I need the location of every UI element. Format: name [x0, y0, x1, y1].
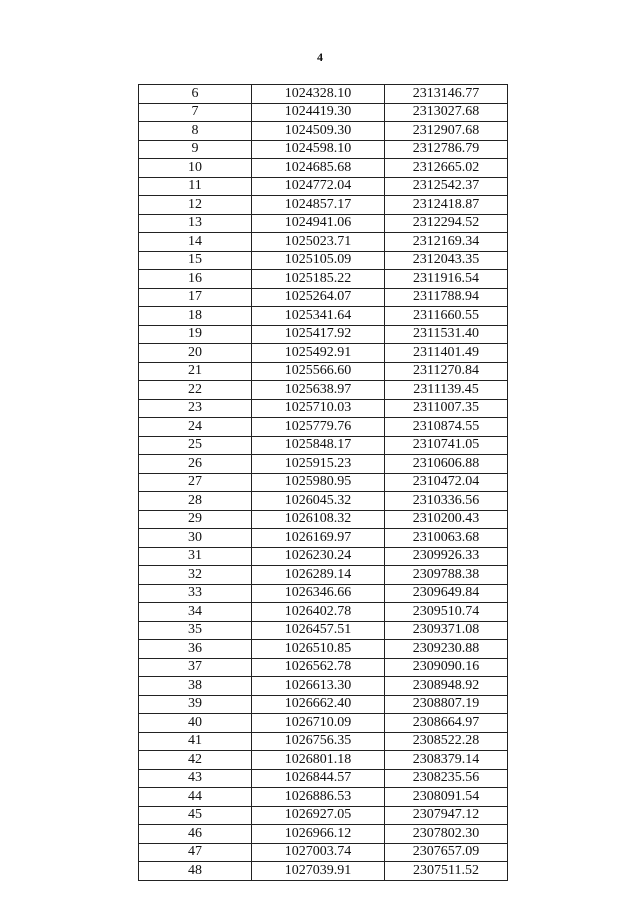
y-coordinate-cell: 2311660.55 — [385, 307, 508, 326]
y-coordinate-cell: 2307511.52 — [385, 862, 508, 881]
table-row — [139, 603, 508, 622]
y-coordinate-cell: 2310200.43 — [385, 510, 508, 529]
point-number-cell: 48 — [139, 862, 252, 881]
x-coordinate-cell: 1025915.23 — [252, 455, 385, 474]
point-number-cell: 40 — [139, 714, 252, 733]
point-number-cell: 20 — [139, 344, 252, 363]
x-coordinate-cell: 1025264.07 — [252, 288, 385, 307]
x-coordinate-cell: 1026613.30 — [252, 677, 385, 696]
table-row — [139, 196, 508, 215]
y-coordinate-cell: 2312786.79 — [385, 140, 508, 159]
x-coordinate-cell: 1025566.60 — [252, 362, 385, 381]
y-coordinate-cell: 2311531.40 — [385, 325, 508, 344]
table-row — [139, 177, 508, 196]
table-row — [139, 233, 508, 252]
x-coordinate-cell: 1026457.51 — [252, 621, 385, 640]
x-coordinate-cell: 1024941.06 — [252, 214, 385, 233]
x-coordinate-cell: 1024419.30 — [252, 103, 385, 122]
y-coordinate-cell: 2309090.16 — [385, 658, 508, 677]
point-number-cell: 26 — [139, 455, 252, 474]
table-row — [139, 769, 508, 788]
table-row — [139, 825, 508, 844]
table-row — [139, 510, 508, 529]
y-coordinate-cell: 2310606.88 — [385, 455, 508, 474]
table-row — [139, 751, 508, 770]
table-row — [139, 159, 508, 178]
table-row — [139, 529, 508, 548]
point-number-cell: 45 — [139, 806, 252, 825]
point-number-cell: 13 — [139, 214, 252, 233]
table-row — [139, 214, 508, 233]
y-coordinate-cell: 2308807.19 — [385, 695, 508, 714]
x-coordinate-cell: 1026562.78 — [252, 658, 385, 677]
y-coordinate-cell: 2309649.84 — [385, 584, 508, 603]
table-row — [139, 140, 508, 159]
x-coordinate-cell: 1025492.91 — [252, 344, 385, 363]
point-number-cell: 46 — [139, 825, 252, 844]
table-row — [139, 344, 508, 363]
y-coordinate-cell: 2309788.38 — [385, 566, 508, 585]
point-number-cell: 14 — [139, 233, 252, 252]
table-row — [139, 658, 508, 677]
x-coordinate-cell: 1026966.12 — [252, 825, 385, 844]
table-row — [139, 714, 508, 733]
table-row — [139, 492, 508, 511]
point-number-cell: 30 — [139, 529, 252, 548]
x-coordinate-cell: 1025341.64 — [252, 307, 385, 326]
x-coordinate-cell: 1025848.17 — [252, 436, 385, 455]
x-coordinate-cell: 1024328.10 — [252, 85, 385, 104]
x-coordinate-cell: 1027039.91 — [252, 862, 385, 881]
y-coordinate-cell: 2312294.52 — [385, 214, 508, 233]
table-row — [139, 695, 508, 714]
point-number-cell: 7 — [139, 103, 252, 122]
x-coordinate-cell: 1026230.24 — [252, 547, 385, 566]
y-coordinate-cell: 2307657.09 — [385, 843, 508, 862]
y-coordinate-cell: 2313027.68 — [385, 103, 508, 122]
point-number-cell: 35 — [139, 621, 252, 640]
y-coordinate-cell: 2311270.84 — [385, 362, 508, 381]
point-number-cell: 18 — [139, 307, 252, 326]
y-coordinate-cell: 2312907.68 — [385, 122, 508, 141]
y-coordinate-cell: 2308379.14 — [385, 751, 508, 770]
y-coordinate-cell: 2311401.49 — [385, 344, 508, 363]
y-coordinate-cell: 2308948.92 — [385, 677, 508, 696]
point-number-cell: 28 — [139, 492, 252, 511]
point-number-cell: 41 — [139, 732, 252, 751]
table-row — [139, 862, 508, 881]
table-row — [139, 621, 508, 640]
table-row — [139, 122, 508, 141]
x-coordinate-cell: 1024772.04 — [252, 177, 385, 196]
point-number-cell: 21 — [139, 362, 252, 381]
x-coordinate-cell: 1025980.95 — [252, 473, 385, 492]
point-number-cell: 12 — [139, 196, 252, 215]
x-coordinate-cell: 1026844.57 — [252, 769, 385, 788]
point-number-cell: 19 — [139, 325, 252, 344]
y-coordinate-cell: 2309230.88 — [385, 640, 508, 659]
y-coordinate-cell: 2311139.45 — [385, 381, 508, 400]
table-row — [139, 381, 508, 400]
point-number-cell: 11 — [139, 177, 252, 196]
coordinates-table — [138, 84, 508, 881]
x-coordinate-cell: 1026402.78 — [252, 603, 385, 622]
point-number-cell: 25 — [139, 436, 252, 455]
point-number-cell: 8 — [139, 122, 252, 141]
y-coordinate-cell: 2309926.33 — [385, 547, 508, 566]
x-coordinate-cell: 1026045.32 — [252, 492, 385, 511]
point-number-cell: 42 — [139, 751, 252, 770]
table-row — [139, 640, 508, 659]
point-number-cell: 9 — [139, 140, 252, 159]
table-row — [139, 325, 508, 344]
x-coordinate-cell: 1024857.17 — [252, 196, 385, 215]
y-coordinate-cell: 2312043.35 — [385, 251, 508, 270]
x-coordinate-cell: 1027003.74 — [252, 843, 385, 862]
point-number-cell: 29 — [139, 510, 252, 529]
point-number-cell: 22 — [139, 381, 252, 400]
y-coordinate-cell: 2307802.30 — [385, 825, 508, 844]
y-coordinate-cell: 2311007.35 — [385, 399, 508, 418]
table-row — [139, 806, 508, 825]
y-coordinate-cell: 2311916.54 — [385, 270, 508, 289]
table-row — [139, 288, 508, 307]
point-number-cell: 39 — [139, 695, 252, 714]
y-coordinate-cell: 2308522.28 — [385, 732, 508, 751]
table-row — [139, 399, 508, 418]
point-number-cell: 23 — [139, 399, 252, 418]
y-coordinate-cell: 2312665.02 — [385, 159, 508, 178]
x-coordinate-cell: 1025710.03 — [252, 399, 385, 418]
x-coordinate-cell: 1026289.14 — [252, 566, 385, 585]
x-coordinate-cell: 1025779.76 — [252, 418, 385, 437]
table-row — [139, 566, 508, 585]
table-row — [139, 251, 508, 270]
table-row — [139, 547, 508, 566]
point-number-cell: 6 — [139, 85, 252, 104]
y-coordinate-cell: 2312418.87 — [385, 196, 508, 215]
table-row — [139, 418, 508, 437]
y-coordinate-cell: 2310472.04 — [385, 473, 508, 492]
table-row — [139, 732, 508, 751]
table-row — [139, 584, 508, 603]
point-number-cell: 38 — [139, 677, 252, 696]
y-coordinate-cell: 2307947.12 — [385, 806, 508, 825]
x-coordinate-cell: 1026801.18 — [252, 751, 385, 770]
y-coordinate-cell: 2310741.05 — [385, 436, 508, 455]
point-number-cell: 31 — [139, 547, 252, 566]
y-coordinate-cell: 2308664.97 — [385, 714, 508, 733]
coordinates-table-body — [139, 85, 508, 881]
table-row — [139, 270, 508, 289]
table-row — [139, 307, 508, 326]
x-coordinate-cell: 1025023.71 — [252, 233, 385, 252]
point-number-cell: 17 — [139, 288, 252, 307]
point-number-cell: 34 — [139, 603, 252, 622]
page-number: 4 — [317, 50, 323, 64]
y-coordinate-cell: 2309371.08 — [385, 621, 508, 640]
y-coordinate-cell: 2308091.54 — [385, 788, 508, 807]
y-coordinate-cell: 2309510.74 — [385, 603, 508, 622]
table-row — [139, 85, 508, 104]
x-coordinate-cell: 1026886.53 — [252, 788, 385, 807]
y-coordinate-cell: 2308235.56 — [385, 769, 508, 788]
point-number-cell: 10 — [139, 159, 252, 178]
point-number-cell: 24 — [139, 418, 252, 437]
point-number-cell: 32 — [139, 566, 252, 585]
x-coordinate-cell: 1024685.68 — [252, 159, 385, 178]
y-coordinate-cell: 2311788.94 — [385, 288, 508, 307]
x-coordinate-cell: 1025105.09 — [252, 251, 385, 270]
table-row — [139, 788, 508, 807]
x-coordinate-cell: 1026756.35 — [252, 732, 385, 751]
table-row — [139, 843, 508, 862]
x-coordinate-cell: 1025417.92 — [252, 325, 385, 344]
point-number-cell: 43 — [139, 769, 252, 788]
x-coordinate-cell: 1026346.66 — [252, 584, 385, 603]
y-coordinate-cell: 2310336.56 — [385, 492, 508, 511]
y-coordinate-cell: 2313146.77 — [385, 85, 508, 104]
x-coordinate-cell: 1026510.85 — [252, 640, 385, 659]
x-coordinate-cell: 1025185.22 — [252, 270, 385, 289]
table-row — [139, 362, 508, 381]
y-coordinate-cell: 2312542.37 — [385, 177, 508, 196]
x-coordinate-cell: 1026710.09 — [252, 714, 385, 733]
y-coordinate-cell: 2310874.55 — [385, 418, 508, 437]
x-coordinate-cell: 1026662.40 — [252, 695, 385, 714]
point-number-cell: 37 — [139, 658, 252, 677]
table-row — [139, 473, 508, 492]
table-row — [139, 455, 508, 474]
x-coordinate-cell: 1026108.32 — [252, 510, 385, 529]
x-coordinate-cell: 1024509.30 — [252, 122, 385, 141]
y-coordinate-cell: 2310063.68 — [385, 529, 508, 548]
x-coordinate-cell: 1025638.97 — [252, 381, 385, 400]
x-coordinate-cell: 1026169.97 — [252, 529, 385, 548]
point-number-cell: 44 — [139, 788, 252, 807]
table-row — [139, 677, 508, 696]
point-number-cell: 16 — [139, 270, 252, 289]
point-number-cell: 33 — [139, 584, 252, 603]
table-row — [139, 103, 508, 122]
x-coordinate-cell: 1026927.05 — [252, 806, 385, 825]
point-number-cell: 15 — [139, 251, 252, 270]
point-number-cell: 36 — [139, 640, 252, 659]
table-row — [139, 436, 508, 455]
point-number-cell: 27 — [139, 473, 252, 492]
y-coordinate-cell: 2312169.34 — [385, 233, 508, 252]
x-coordinate-cell: 1024598.10 — [252, 140, 385, 159]
point-number-cell: 47 — [139, 843, 252, 862]
